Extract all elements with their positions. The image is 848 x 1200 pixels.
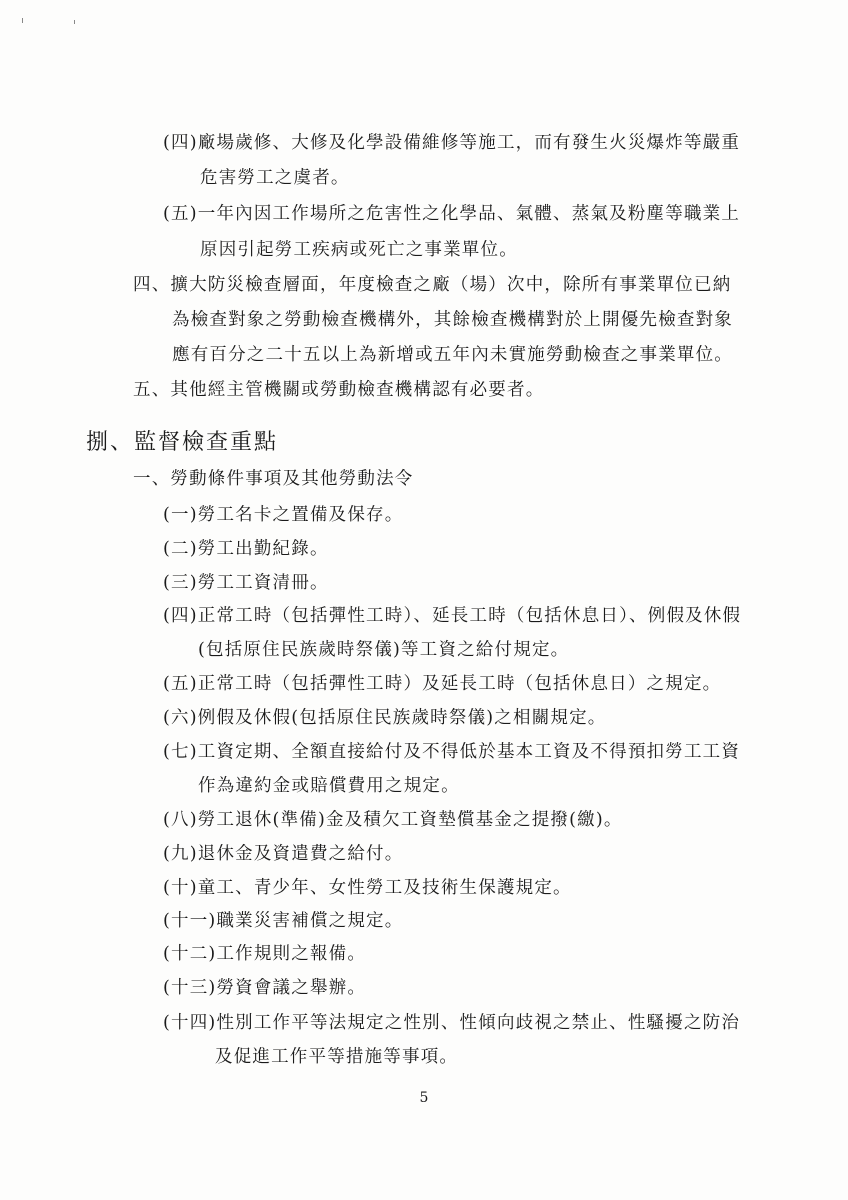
text-line: (五)一年內因工作場所之危害性之化學品、氣體、蒸氣及粉塵等職業上 (163, 204, 741, 224)
text-line: 及促進工作平等措施等事項。 (215, 1047, 459, 1067)
text-line: (十三)勞資會議之舉辦。 (163, 978, 367, 998)
text-line: (三)勞工工資清冊。 (163, 573, 329, 593)
text-line: (六)例假及休假(包括原住民族歲時祭儀)之相關規定。 (163, 708, 607, 728)
text-line: 一、勞動條件事項及其他勞動法令 (133, 469, 414, 489)
text-line: 原因引起勞工疾病或死亡之事業單位。 (200, 240, 518, 260)
scan-speck (74, 20, 75, 24)
text-line: (十二)工作規則之報備。 (163, 944, 367, 964)
text-line: (包括原住民族歲時祭儀)等工資之給付規定。 (198, 640, 570, 660)
section-heading: 捌、監督檢查重點 (86, 430, 279, 455)
text-line: (八)勞工退休(準備)金及積欠工資墊償基金之提撥(繳)。 (163, 810, 623, 830)
text-line: (十)童工、青少年、女性勞工及技術生保護規定。 (163, 878, 572, 898)
text-line: 危害勞工之虞者。 (200, 168, 350, 188)
text-line: (十四)性別工作平等法規定之性別、性傾向歧視之禁止、性騷擾之防治 (163, 1013, 741, 1033)
text-line: 四、擴大防災檢查層面，年度檢查之廠（場）次中，除所有事業單位已納 (133, 275, 732, 295)
text-line: (四)廠場歲修、大修及化學設備維修等施工，而有發生火災爆炸等嚴重 (163, 133, 741, 153)
text-line: (九)退休金及資遣費之給付。 (163, 844, 404, 864)
text-line: (五)正常工時（包括彈性工時）及延長工時（包括休息日）之規定。 (163, 674, 722, 694)
text-line: (四)正常工時（包括彈性工時）、延長工時（包括休息日）、例假及休假 (163, 606, 742, 626)
text-line: 應有百分之二十五以上為新增或五年內未實施勞動檢查之事業單位。 (172, 345, 733, 365)
text-line: (十一)職業災害補償之規定。 (163, 911, 404, 931)
scan-speck (22, 18, 23, 23)
text-line: 作為違約金或賠償費用之規定。 (198, 776, 460, 796)
text-line: 為檢查對象之勞動檢查機構外，其餘檢查機構對於上開優先檢查對象 (172, 310, 733, 330)
text-line: (七)工資定期、全額直接給付及不得低於基本工資及不得預扣勞工工資 (163, 742, 741, 762)
text-line: 五、其他經主管機關或勞動檢查機構認有必要者。 (133, 380, 545, 400)
text-line: (二)勞工出勤紀錄。 (163, 539, 329, 559)
page-number: 5 (419, 1090, 429, 1106)
text-line: (一)勞工名卡之置備及保存。 (163, 505, 404, 525)
